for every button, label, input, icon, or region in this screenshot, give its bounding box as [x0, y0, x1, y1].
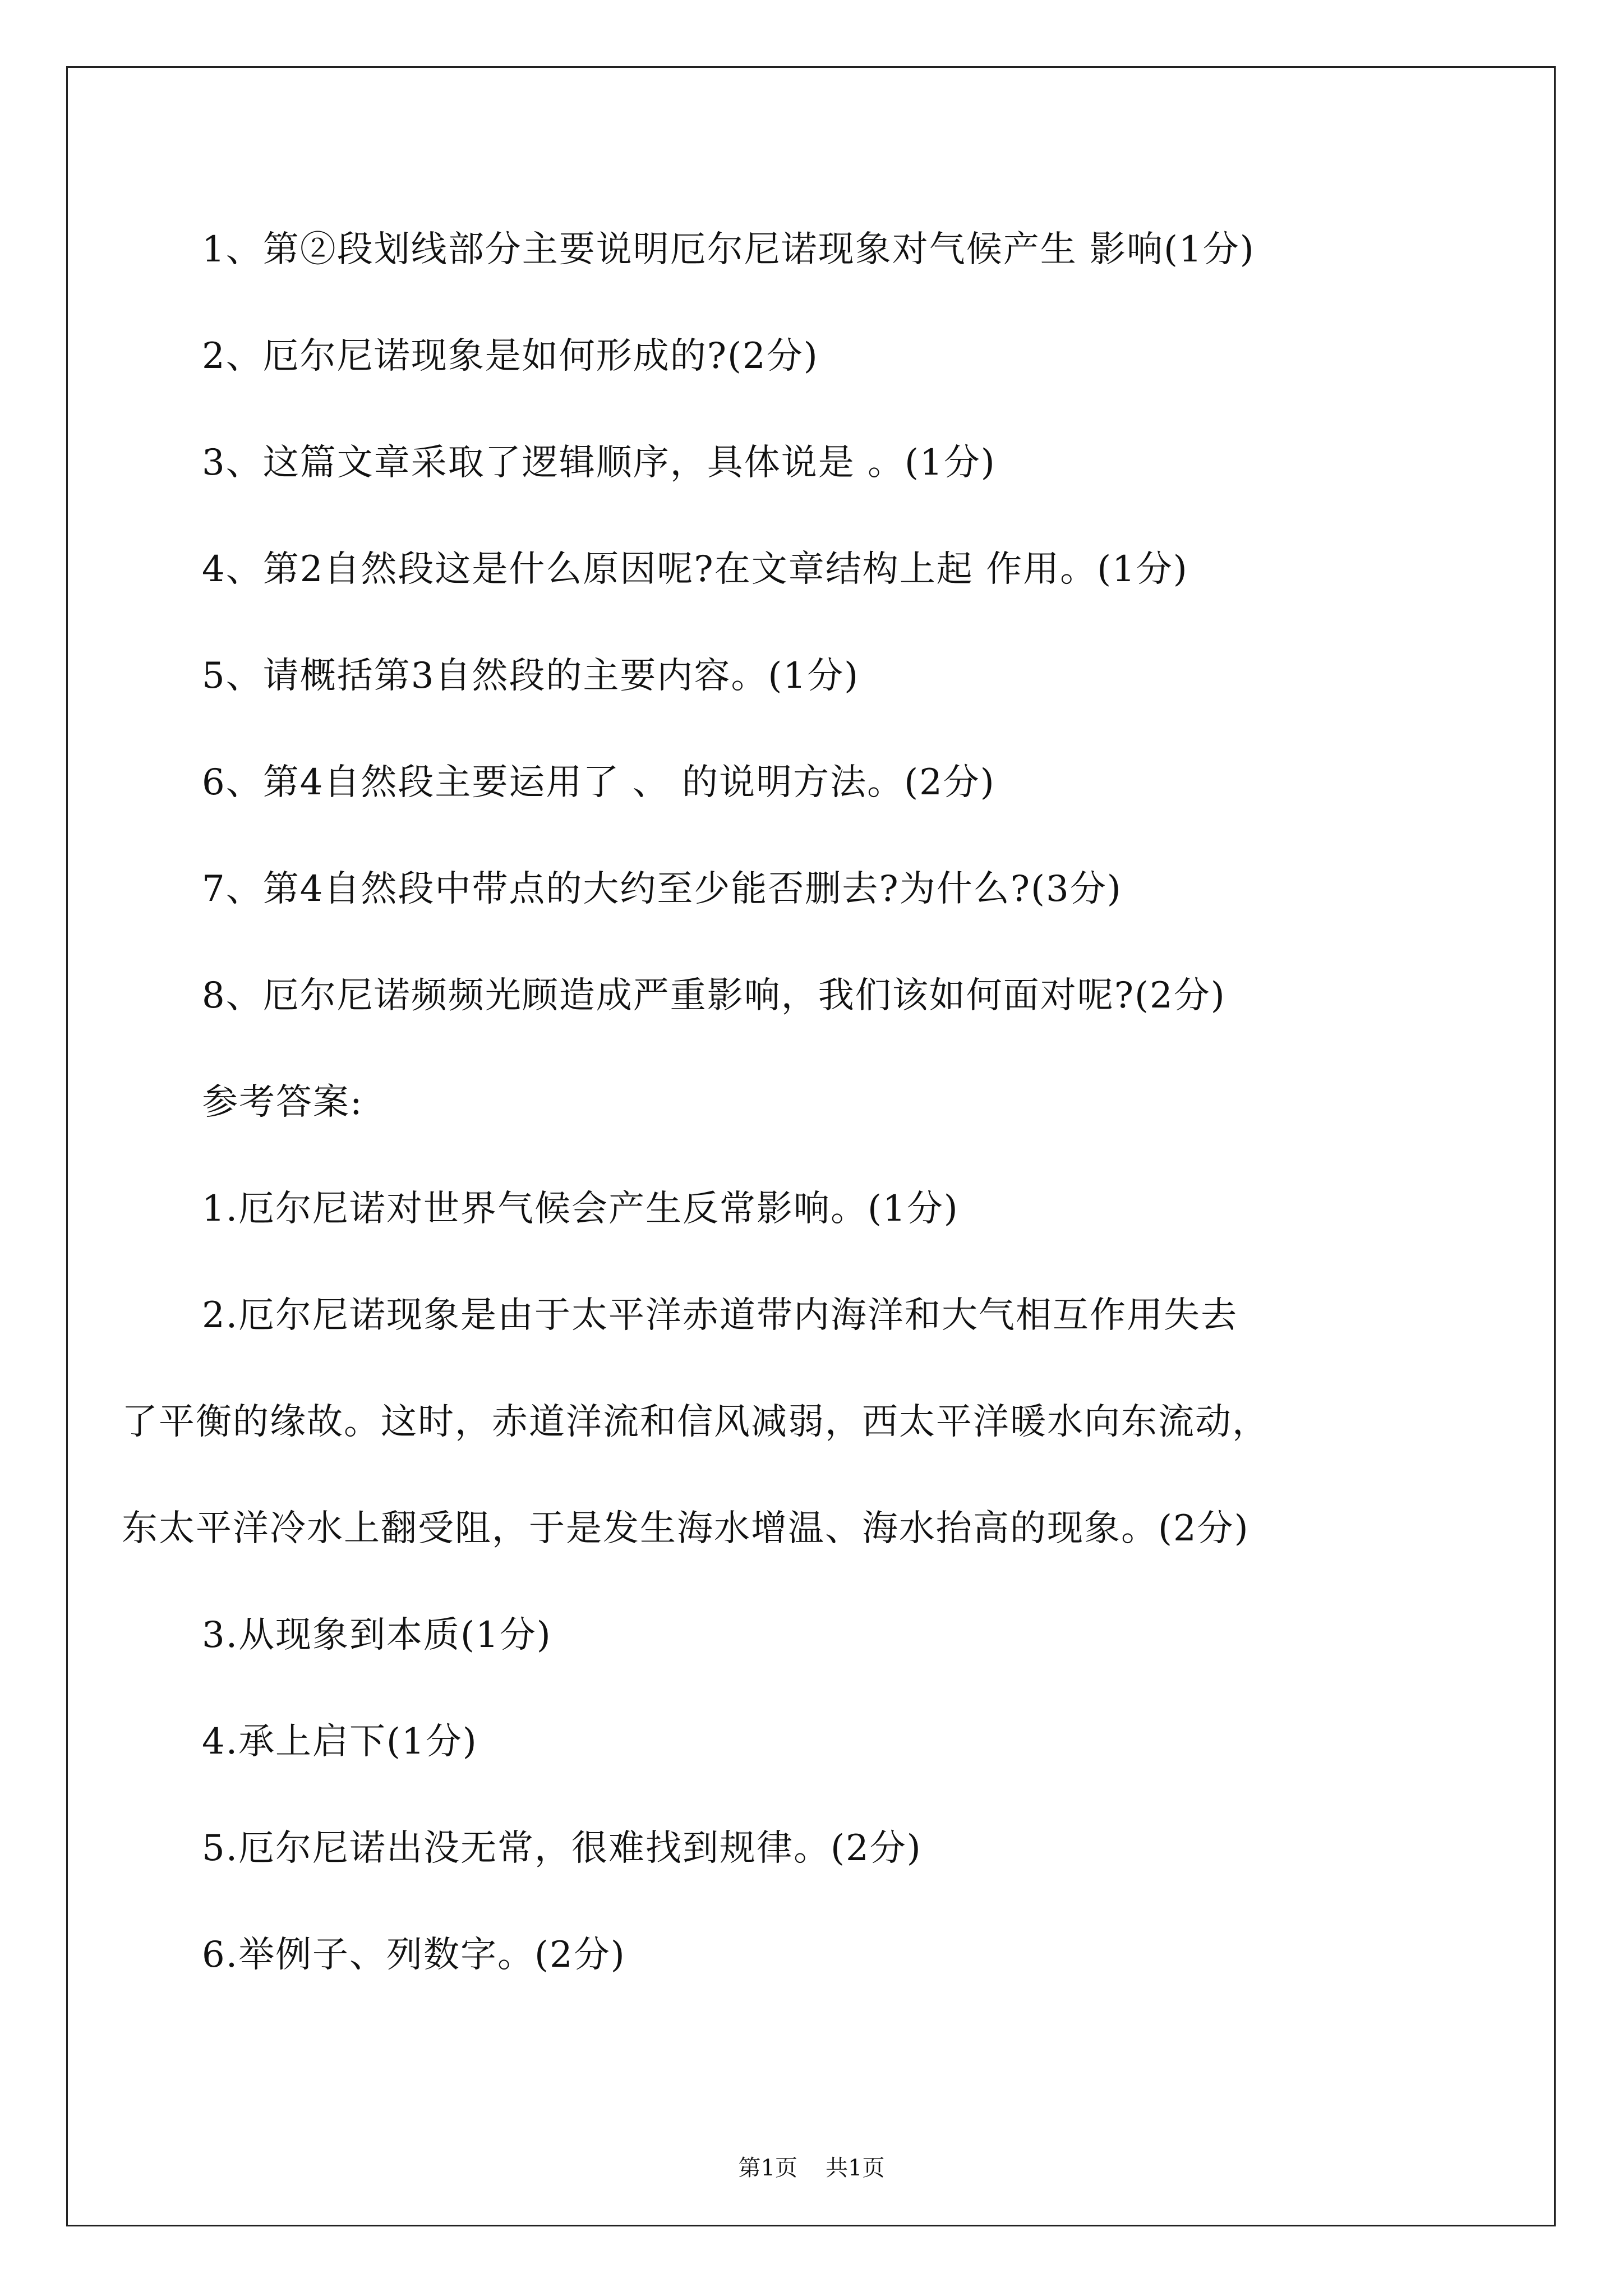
answer-2-line-2: 了平衡的缘故。这时，赤道洋流和信风减弱，西太平洋暖水向东流动， [122, 1401, 1269, 1443]
answers-heading: 参考答案: [202, 1082, 363, 1123]
answer-6: 6.举例子、列数字。(2分) [202, 1934, 626, 1976]
question-3: 3、这篇文章采取了逻辑顺序，具体说是 。(1分) [202, 442, 996, 484]
page-border [66, 66, 1556, 2226]
question-1: 1、第②段划线部分主要说明厄尔尼诺现象对气候产生 影响(1分) [202, 229, 1255, 270]
answer-5: 5.厄尔尼诺出没无常，很难找到规律。(2分) [202, 1828, 922, 1869]
question-2: 2、厄尔尼诺现象是如何形成的?(2分) [202, 335, 819, 377]
page-number-current: 第1页 [738, 2155, 797, 2181]
page-number-total: 共1页 [826, 2155, 885, 2181]
answer-3: 3.从现象到本质(1分) [202, 1614, 552, 1656]
question-5: 5、请概括第3自然段的主要内容。(1分) [202, 655, 860, 697]
page-footer [0, 2154, 1623, 2182]
question-8: 8、厄尔尼诺频频光顾造成严重影响，我们该如何面对呢?(2分) [202, 975, 1226, 1016]
answer-4: 4.承上启下(1分) [202, 1721, 478, 1763]
answer-2-line-1: 2.厄尔尼诺现象是由于太平洋赤道带内海洋和大气相互作用失去 [202, 1295, 1238, 1336]
answer-1: 1.厄尔尼诺对世界气候会产生反常影响。(1分) [202, 1188, 959, 1230]
question-6: 6、第4自然段主要运用了 、 的说明方法。(2分) [202, 762, 995, 803]
question-4: 4、第2自然段这是什么原因呢?在文章结构上起 作用。(1分) [202, 549, 1188, 590]
answer-2-line-3: 东太平洋冷水上翻受阻，于是发生海水增温、海水抬高的现象。(2分) [122, 1508, 1249, 1549]
question-7: 7、第4自然段中带点的大约至少能否删去?为什么?(3分) [202, 868, 1122, 910]
